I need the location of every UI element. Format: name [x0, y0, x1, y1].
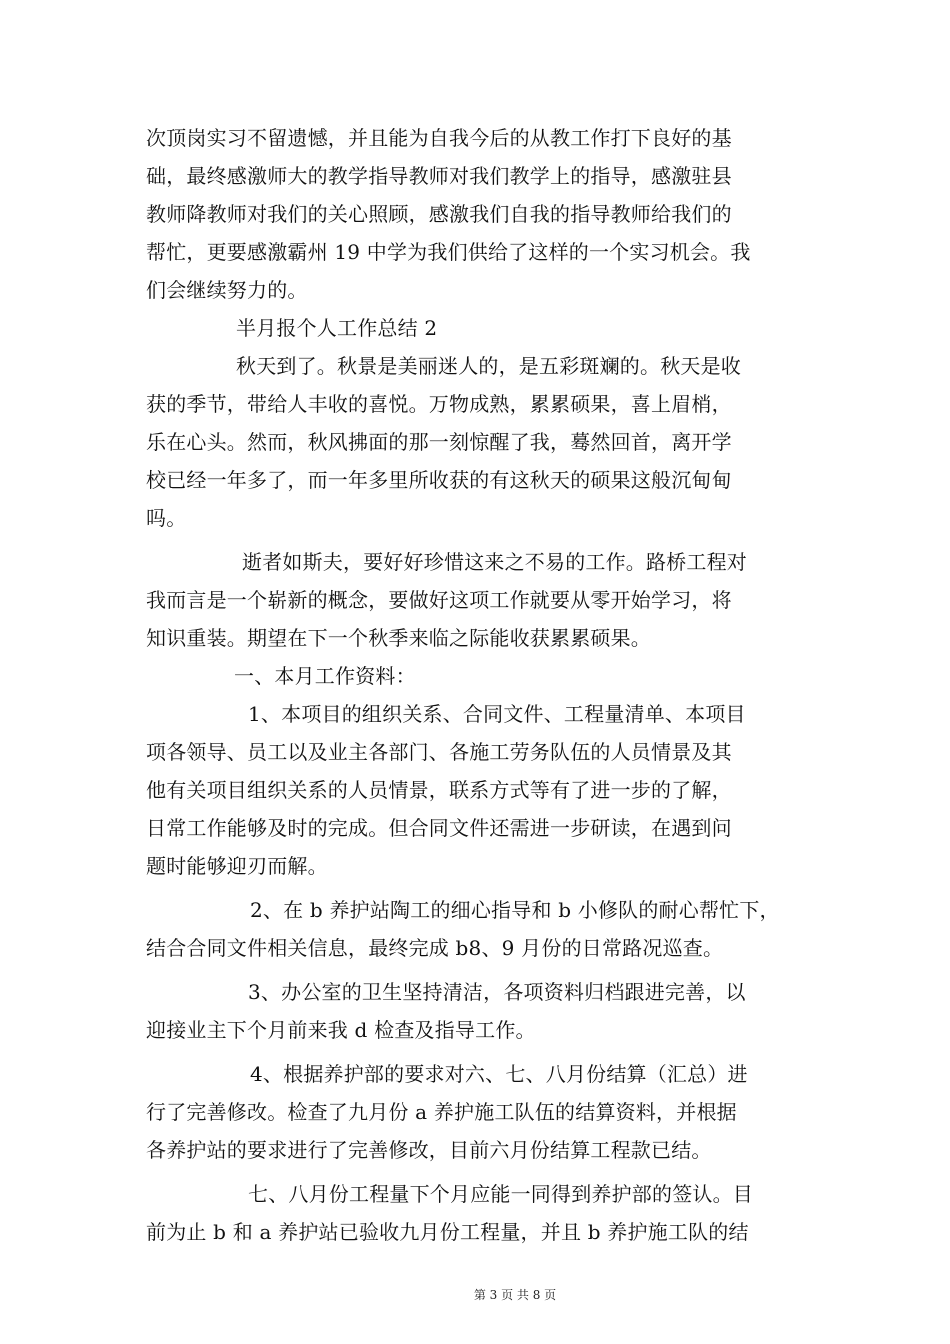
text-line: 乐在心头。然而，秋风拂面的那一刻惊醒了我，蓦然回首，离开学	[146, 430, 732, 454]
text-line: 项各领导、员工以及业主各部门、各施工劳务队伍的人员情景及其	[146, 740, 732, 764]
text-line: 帮忙，更要感激霸州 19 中学为我们供给了这样的一个实习机会。我	[146, 240, 751, 264]
text-line: 1、本项目的组织关系、合同文件、工程量清单、本项目	[248, 702, 746, 726]
text-line: 各养护站的要求进行了完善修改，目前六月份结算工程款已结。	[146, 1138, 712, 1162]
section-heading: 半月报个人工作总结 2	[236, 316, 438, 340]
text-line: 吗。	[146, 506, 187, 530]
text-line: 3、办公室的卫生坚持清洁，各项资料归档跟进完善，以	[248, 980, 746, 1004]
text-line: 行了完善修改。检查了九月份 a 养护施工队伍的结算资料，并根据	[146, 1100, 737, 1124]
text-line: 们会继续努力的。	[146, 278, 308, 302]
text-line: 获的季节，带给人丰收的喜悦。万物成熟，累累硕果，喜上眉梢，	[146, 392, 732, 416]
section-heading: 一、本月工作资料：	[234, 664, 416, 688]
text-line: 教师降教师对我们的关心照顾，感激我们自我的指导教师给我们的	[146, 202, 732, 226]
text-line: 他有关项目组织关系的人员情景，联系方式等有了进一步的了解，	[146, 778, 732, 802]
text-line: 知识重装。期望在下一个秋季来临之际能收获累累硕果。	[146, 626, 651, 650]
text-line: 础，最终感激师大的教学指导教师对我们教学上的指导，感激驻县	[146, 164, 732, 188]
page-number-footer: 第 3 页 共 8 页	[473, 1288, 557, 1302]
text-line: 次顶岗实习不留遗憾，并且能为自我今后的从教工作打下良好的基	[146, 126, 732, 150]
text-line: 4、根据养护部的要求对六、七、八月份结算（汇总）进	[250, 1062, 748, 1086]
text-line: 迎接业主下个月前来我 d 检查及指导工作。	[146, 1018, 536, 1042]
text-line: 逝者如斯夫，要好好珍惜这来之不易的工作。路桥工程对	[242, 550, 747, 574]
text-line: 七、八月份工程量下个月应能一同得到养护部的签认。目	[248, 1182, 753, 1206]
text-line: 结合合同文件相关信息，最终完成 b8、9 月份的日常路况巡查。	[146, 936, 724, 960]
text-line: 校已经一年多了，而一年多里所收获的有这秋天的硕果这般沉甸甸	[146, 468, 732, 492]
text-line: 2、在 b 养护站陶工的细心指导和 b 小修队的耐心帮忙下，	[250, 898, 780, 922]
text-line: 题时能够迎刃而解。	[146, 854, 328, 878]
text-line: 我而言是一个崭新的概念，要做好这项工作就要从零开始学习，将	[146, 588, 732, 612]
text-line: 日常工作能够及时的完成。但合同文件还需进一步研读，在遇到问	[146, 816, 732, 840]
text-line: 秋天到了。秋景是美丽迷人的，是五彩斑斓的。秋天是收	[236, 354, 741, 378]
text-line: 前为止 b 和 a 养护站已验收九月份工程量，并且 b 养护施工队的结	[146, 1220, 749, 1244]
